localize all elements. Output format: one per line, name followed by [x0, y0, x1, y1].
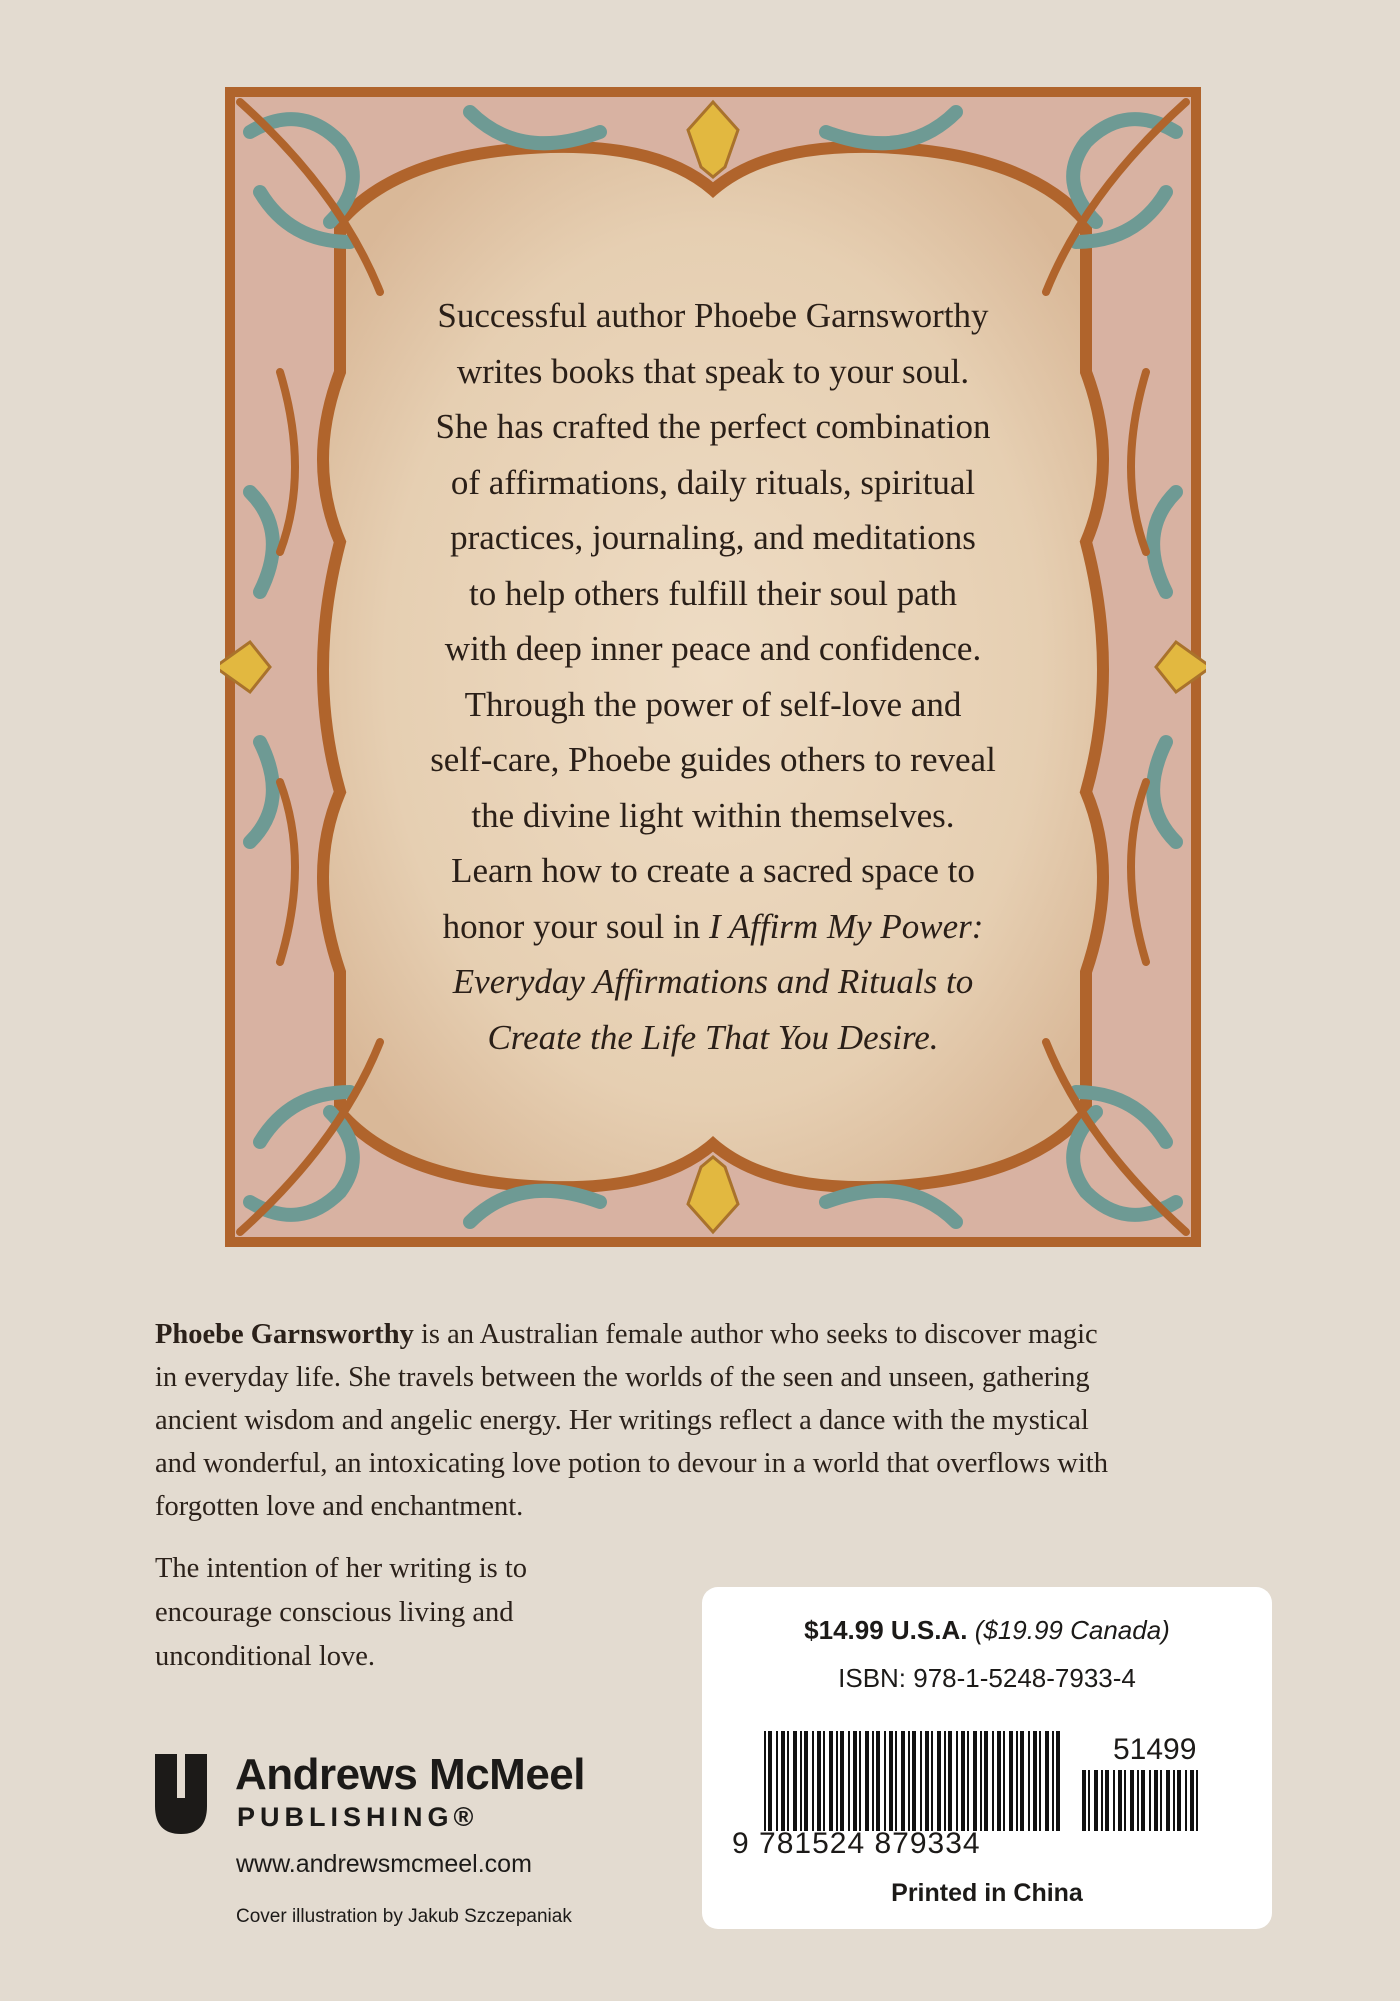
barcode-bar	[853, 1731, 857, 1831]
barcode-bar	[980, 1731, 982, 1831]
price-us: $14.99 U.S.A.	[804, 1615, 968, 1645]
bio-line: ancient wisdom and angelic energy. Her writings reflect a dance with the mystical	[155, 1405, 1089, 1436]
barcode-bar	[1130, 1770, 1134, 1831]
barcode-bar	[1160, 1770, 1162, 1831]
barcode-bar	[984, 1731, 988, 1831]
publisher-logo	[155, 1752, 715, 1842]
publisher-name: Andrews McMeel	[235, 1750, 585, 1799]
barcode-bar	[876, 1731, 880, 1831]
book-subtitle-line: Create the Life That You Desire.	[487, 1017, 939, 1057]
barcode-bar	[895, 1731, 897, 1831]
intention-line: unconditional love.	[155, 1641, 376, 1672]
barcode-bar	[931, 1731, 933, 1831]
barcode-bar	[961, 1731, 965, 1831]
barcode-bar	[1020, 1731, 1024, 1831]
barcode-bar	[829, 1731, 833, 1831]
barcode-bar	[800, 1731, 802, 1831]
barcode-bar	[776, 1731, 778, 1831]
addon-code: 51499	[1113, 1733, 1197, 1766]
publisher-url[interactable]: www.andrewsmcmeel.com	[236, 1850, 532, 1878]
blurb-text	[340, 288, 1086, 1065]
blurb-line: Learn how to create a sacred space to	[451, 851, 975, 890]
blurb-line: the divine light within themselves.	[471, 795, 955, 835]
barcode-bar	[817, 1731, 821, 1831]
barcode-bar	[889, 1731, 893, 1831]
barcode-bar	[1088, 1770, 1090, 1831]
bio-first-line	[155, 1313, 1275, 1356]
barcode-bar	[967, 1731, 969, 1831]
barcode-bar	[1154, 1770, 1158, 1831]
barcode-bar	[1033, 1731, 1037, 1831]
barcode-bar	[908, 1731, 910, 1831]
barcode-bar	[1124, 1770, 1126, 1831]
barcode-bar	[992, 1731, 994, 1831]
barcode-bar	[812, 1731, 814, 1831]
barcode-bar	[865, 1731, 869, 1831]
barcode-bar	[836, 1731, 838, 1831]
price-line	[702, 1615, 1272, 1646]
barcode-bar	[840, 1731, 844, 1831]
author-bio	[155, 1313, 1275, 1528]
barcode-bar	[1056, 1731, 1060, 1831]
barcode-bar	[1141, 1770, 1145, 1831]
barcode-bar	[901, 1731, 905, 1831]
barcode-bar	[920, 1731, 922, 1831]
barcode-bar	[948, 1731, 952, 1831]
blurb-line: of affirmations, daily rituals, spiritual	[450, 462, 976, 502]
barcode-bar	[848, 1731, 850, 1831]
barcode-bar	[997, 1731, 1001, 1831]
blurb-line: with deep inner peace and confidence.	[444, 629, 982, 668]
bio-line: in everyday life. She travels between the worlds of the seen and unseen, gathering	[155, 1362, 1090, 1393]
barcode-bar	[1113, 1770, 1115, 1831]
barcode-bar	[1149, 1770, 1151, 1831]
barcode-bar	[944, 1731, 946, 1831]
barcode-bar	[787, 1731, 789, 1831]
barcode-bar	[1190, 1770, 1194, 1831]
barcode-bar	[884, 1731, 886, 1831]
barcode-bar	[1052, 1731, 1054, 1831]
blurb-line: to help others fulfill their soul path	[469, 573, 957, 613]
barcode-bar	[973, 1731, 977, 1831]
price-barcode-box	[702, 1587, 1272, 1929]
barcode-bar	[956, 1731, 958, 1831]
blurb-line: writes books that speak to your soul.	[456, 351, 970, 391]
barcode-bar	[1094, 1770, 1098, 1831]
publisher-subtitle: PUBLISHING®	[237, 1802, 479, 1832]
barcode-bar	[1166, 1770, 1170, 1831]
barcode-bar	[872, 1731, 874, 1831]
barcode-bar	[1177, 1770, 1181, 1831]
blurb-line: Through the power of self-love and	[464, 684, 962, 724]
barcode-digits: 9 781524 879334	[732, 1827, 981, 1860]
addon-barcode	[1082, 1770, 1198, 1831]
author-name: Phoebe Garnsworthy	[155, 1319, 414, 1350]
andrews-mcmeel-logo-icon	[155, 1754, 207, 1834]
bio-first-line-rest: is an Australian female author who seeks to discover magic	[413, 1319, 1098, 1350]
barcode-bar	[1082, 1770, 1086, 1831]
barcode-bar	[1105, 1770, 1109, 1831]
barcode-bar	[768, 1731, 772, 1831]
barcode-bar	[937, 1731, 941, 1831]
barcode-bar	[1016, 1731, 1018, 1831]
intention-text	[155, 1547, 715, 1679]
barcode-bar	[1137, 1770, 1139, 1831]
barcode-bar	[804, 1731, 808, 1831]
intention-line: encourage conscious living and	[155, 1597, 514, 1628]
blurb-line: self-care, Phoebe guides others to reveal	[430, 740, 996, 779]
barcode-bar	[823, 1731, 825, 1831]
barcode-bar	[859, 1731, 861, 1831]
price-canada: ($19.99 Canada)	[974, 1615, 1170, 1645]
barcode-bar	[1039, 1731, 1041, 1831]
blurb-line: Successful author Phoebe Garnsworthy	[437, 296, 989, 335]
barcode-bar	[793, 1731, 797, 1831]
printed-in: Printed in China	[891, 1879, 1083, 1907]
barcode-bar	[1045, 1731, 1049, 1831]
barcode-bar	[925, 1731, 929, 1831]
barcode-bar	[1185, 1770, 1187, 1831]
blurb-line-prefix: honor your soul in	[442, 906, 709, 946]
barcode-bar	[1009, 1731, 1013, 1831]
bio-line: forgotten love and enchantment.	[155, 1491, 524, 1522]
blurb-line: practices, journaling, and meditations	[450, 518, 976, 557]
blurb-line: She has crafted the perfect combination	[435, 407, 991, 446]
isbn-text: ISBN: 978-1-5248-7933-4	[838, 1663, 1136, 1693]
isbn-barcode	[764, 1731, 1114, 1831]
bio-line: and wonderful, an intoxicating love potion to devour in a world that overflows with	[155, 1448, 1108, 1479]
intention-line: The intention of her writing is to	[155, 1553, 528, 1584]
blurb-line-title	[340, 899, 1086, 955]
barcode-bar	[1196, 1770, 1198, 1831]
barcode-bar	[764, 1731, 766, 1831]
book-subtitle-line: Everyday Affirmations and Rituals to	[452, 962, 974, 1001]
book-title-italic: I Affirm My Power:	[708, 906, 984, 946]
barcode-bar	[781, 1731, 785, 1831]
barcode-bar	[1028, 1731, 1030, 1831]
barcode-bar	[1003, 1731, 1005, 1831]
barcode-bar	[1118, 1770, 1122, 1831]
barcode-bar	[1173, 1770, 1175, 1831]
cover-credit: Cover illustration by Jakub Szczepaniak	[236, 1906, 572, 1927]
barcode-bar	[912, 1731, 916, 1831]
barcode-bar	[1101, 1770, 1103, 1831]
